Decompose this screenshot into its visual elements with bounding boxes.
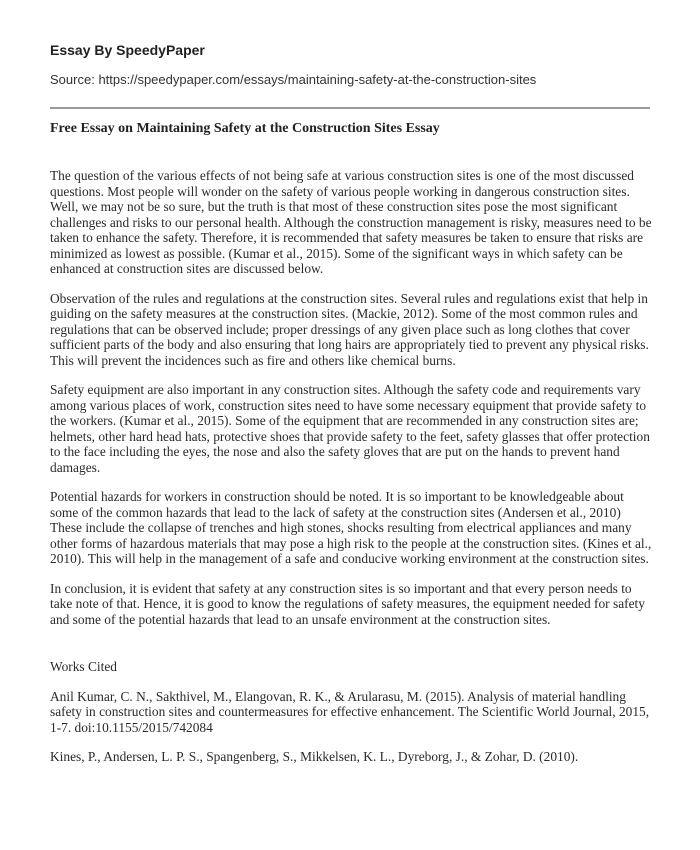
paragraph: Potential hazards for workers in construction should be noted. It is so important to be knowledgeable about some of the common hazards that lead to the lack of safety at the construction sites (Andersen et al., 2010) These include the collapse of trenches and high stones, shocks resulting from electrical appliances and many other forms of hazardous materials that may pose a high risk to the people at the construction sites. (Kines et al., 2010). This will help in the management of a safe and conducive working environment at the construction sites. — [50, 489, 652, 566]
source-line — [50, 72, 536, 87]
citation: Anil Kumar, C. N., Sakthivel, M., Elangovan, R. K., & Arularasu, M. (2015). Analysis of material handling safety in construction sites and countermeasures for effective enhancement. The Scientific World Journal, 2015, 1-7. doi:10.1155/2015/742084 — [50, 688, 650, 735]
site-header-title: Essay By SpeedyPaper — [50, 42, 205, 58]
paragraph: The question of the various effects of not being safe at various construction sites is one of the most discussed questions. Most people will wonder on the safety of various people working in dangerous construction sites. Well, we may not be so sure, but the truth is that most of these construction sites pose the most significant challenges and risks to our personal health. Although the construction management is risky, measures need to be taken to enhance the safety. Therefore, it is recommended that safety measures be taken to ensure that risks are minimized as lowest as possible. (Kumar et al., 2015). Some of the significant ways in which safety can be enhanced at construction sites are discussed below. — [50, 168, 652, 276]
source-url[interactable]: https://speedypaper.com/essays/maintaining-safety-at-the-construction-sites — [98, 72, 537, 87]
citation: Kines, P., Andersen, L. P. S., Spangenberg, S., Mikkelsen, K. L., Dyreborg, J., & Zohar, D. (2010). — [50, 749, 579, 764]
paragraph: Safety equipment are also important in any construction sites. Although the safety code and requirements vary among various places of work, construction sites need to have some necessary equipment that provide safety to the workers. (Kumar et al., 2015). Some of the equipment that are recommended in any construction sites are; helmets, other hard head hats, protective shoes that provide safety to the feet, safety glasses that offer protection to the face including the eyes, the nose and also the safety gloves that are put on the hands to prevent hand damages. — [50, 382, 650, 475]
essay-body — [50, 168, 652, 779]
paragraph: Observation of the rules and regulations at the construction sites. Several rules and regulations exist that help in guiding on the safety measures at the construction sites. (Mackie, 2012). Some of the most common rules and regulations that can be observed include; proper dressings of any given place such as long clothes that cover sufficient parts of the body and also ensuring that long hairs are appropriately tied to prevent any physical risks. This will prevent the incidences such as fire and others like chemical burns. — [50, 290, 649, 368]
source-label: Source: — [50, 72, 95, 87]
works-cited-heading: Works Cited — [50, 659, 117, 674]
essay-title: Free Essay on Maintaining Safety at the Construction Sites Essay — [50, 121, 440, 136]
paragraph: In conclusion, it is evident that safety at any construction sites is so important and that every person needs to take note of that. Hence, it is good to know the regulations of safety measures, the equipment needed for safety and some of the potential hazards that lead to an unsafe environment at the construction sites. — [50, 580, 645, 627]
header-divider — [50, 107, 650, 109]
